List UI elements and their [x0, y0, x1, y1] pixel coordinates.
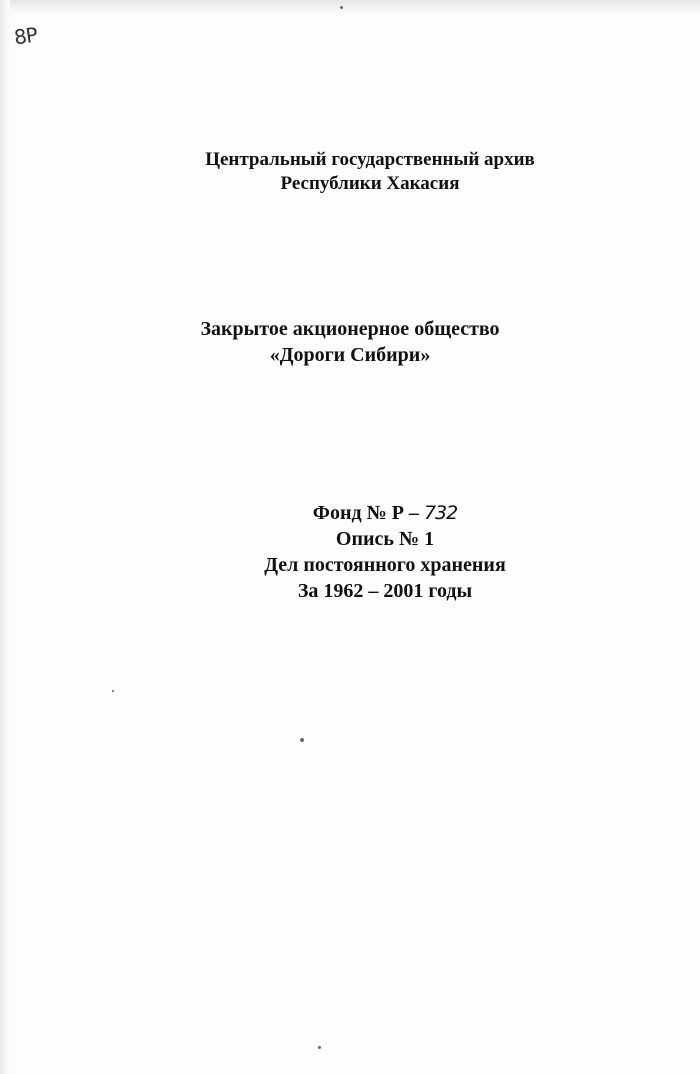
archive-title-line-1: Центральный государственный архив	[205, 149, 535, 170]
fond-block	[205, 500, 565, 604]
archive-title-line-2: Республики Хакасия	[280, 173, 460, 194]
handwritten-mark: 8P	[12, 22, 39, 50]
storage-type-line: Дел постоянного хранения	[264, 554, 506, 576]
organization-title-line-1: Закрытое акционерное общество	[200, 318, 500, 340]
scan-speck	[340, 6, 343, 9]
scan-speck	[112, 690, 114, 692]
scan-speck	[318, 1046, 321, 1049]
organization-title-line-2: «Дороги Сибири»	[269, 344, 431, 366]
archive-title	[160, 148, 580, 196]
fond-number: 732	[423, 502, 458, 524]
inventory-line: Опись № 1	[335, 528, 435, 550]
organization-title	[150, 316, 550, 368]
fond-label: Фонд № Р –	[312, 502, 419, 524]
scan-edge-left	[0, 0, 10, 1074]
scan-speck	[300, 738, 304, 742]
period-line: За 1962 – 2001 годы	[297, 580, 473, 602]
fond-line	[205, 500, 565, 526]
scan-edge-top	[0, 0, 700, 14]
